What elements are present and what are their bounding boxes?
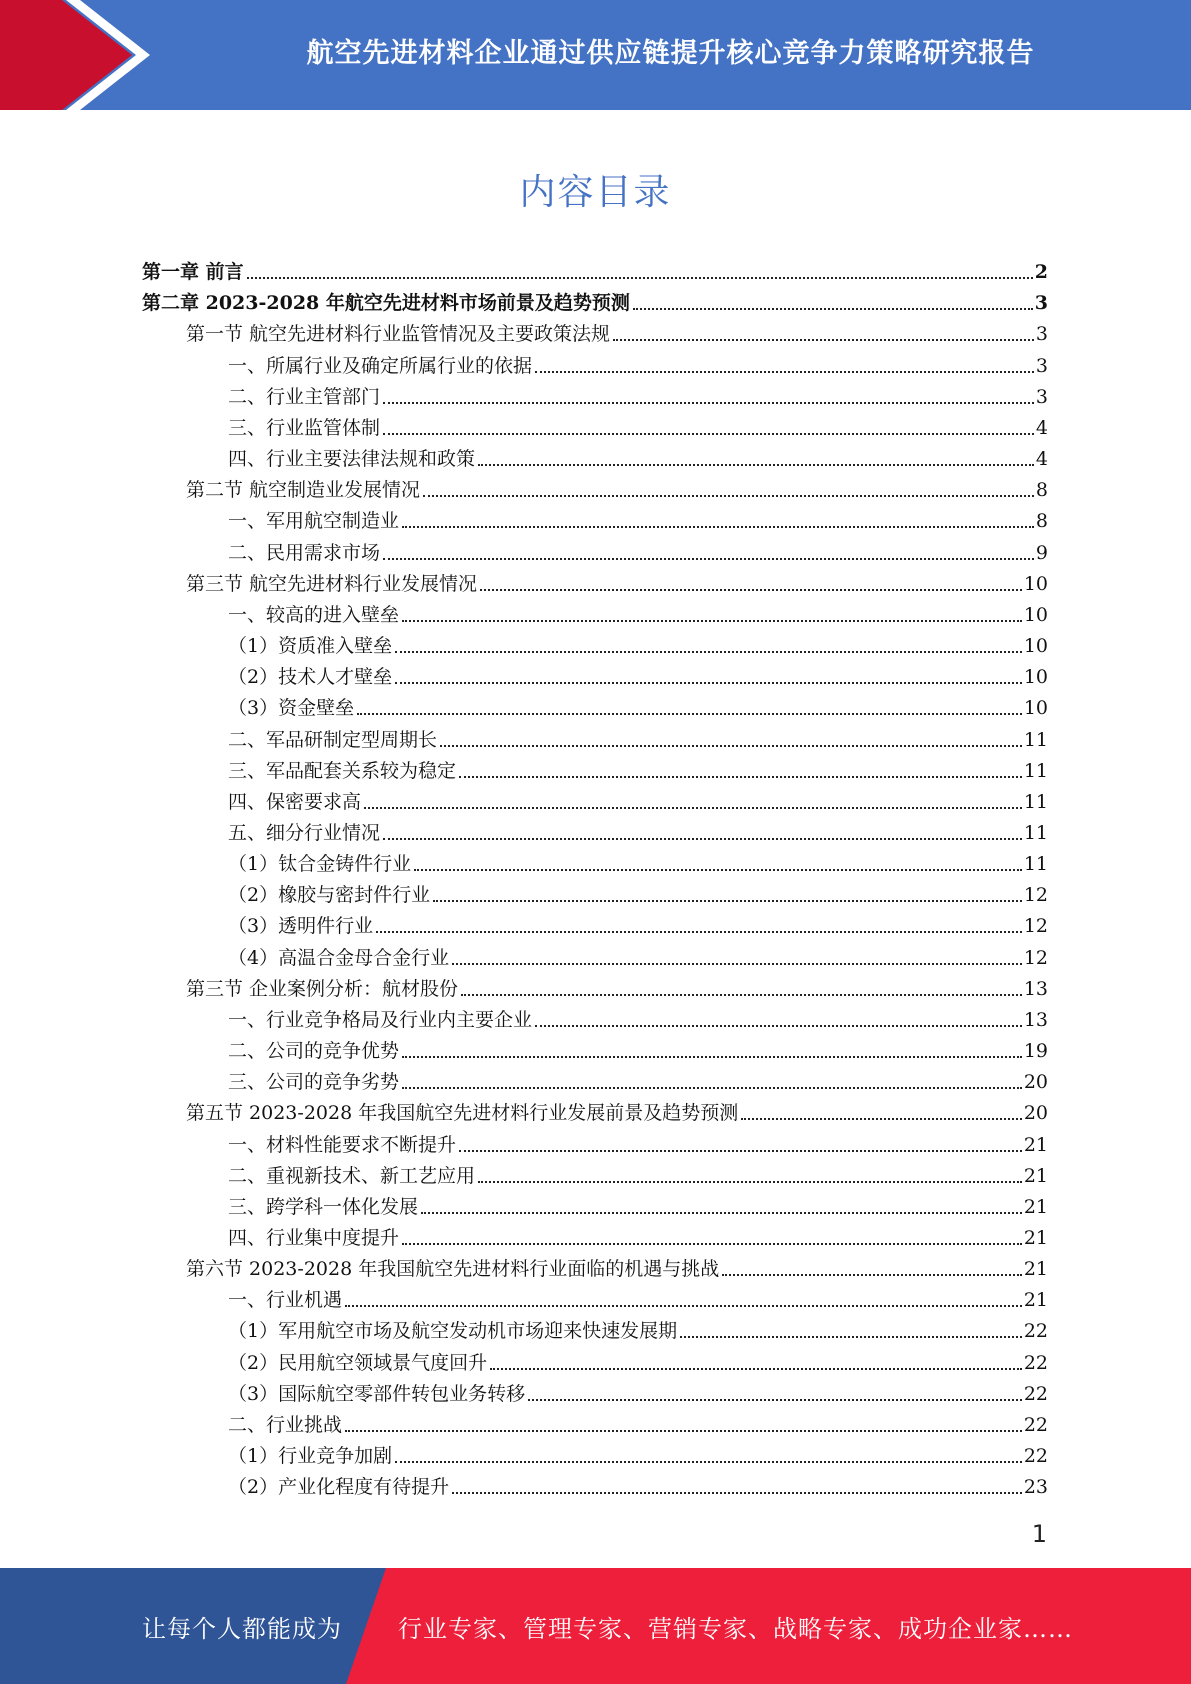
toc-entry-page: 11 [1023, 728, 1048, 751]
toc-dot-leader [440, 744, 1022, 747]
toc-entry-page: 2 [1034, 261, 1048, 284]
toc-entry-title: （3）国际航空零部件转包业务转移 [228, 1382, 526, 1405]
toc-entry[interactable] [142, 1250, 1048, 1281]
toc-entry-page: 12 [1023, 915, 1048, 938]
toc-entry-title: （1）军用航空市场及航空发动机市场迎来快速发展期 [228, 1320, 678, 1343]
toc-entry-page: 9 [1035, 541, 1048, 564]
toc-entry-title: 第六节 2023-2028 年我国航空先进材料行业面临的机遇与挑战 [186, 1258, 720, 1281]
toc-dot-leader [423, 494, 1034, 497]
toc-dot-leader [433, 899, 1022, 902]
toc-entry[interactable] [142, 783, 1048, 814]
toc-entry-title: 二、军品研制定型周期长 [228, 728, 438, 751]
toc-dot-leader [421, 1211, 1022, 1214]
toc-entry[interactable] [142, 1343, 1048, 1374]
toc-dot-leader [383, 837, 1022, 840]
toc-dot-leader [247, 276, 1033, 279]
toc-dot-leader [364, 806, 1022, 809]
toc-entry-page: 13 [1023, 1008, 1048, 1031]
toc-entry-page: 20 [1023, 1071, 1048, 1094]
toc-entry-page: 12 [1023, 884, 1048, 907]
toc-entry[interactable] [142, 689, 1048, 720]
toc-entry-title: 第二节 航空制造业发展情况 [186, 479, 421, 502]
toc-dot-leader [478, 1180, 1022, 1183]
toc-dot-leader [722, 1273, 1022, 1276]
footer-slogan-right: 行业专家、管理专家、营销专家、战略专家、成功企业家…… [398, 1614, 1073, 1643]
toc-entry[interactable] [142, 533, 1048, 564]
toc-entry[interactable] [142, 845, 1048, 876]
toc-entry-title: 四、保密要求高 [228, 790, 362, 813]
toc-dot-leader [357, 712, 1022, 715]
toc-entry-page: 19 [1023, 1040, 1048, 1063]
toc-entry[interactable] [142, 1281, 1048, 1312]
toc-entry-title: 第二章 2023-2028 年航空先进材料市场前景及趋势预测 [142, 292, 630, 315]
toc-dot-leader [490, 1367, 1022, 1370]
toc-dot-leader [452, 962, 1022, 965]
toc-dot-leader [402, 1086, 1022, 1089]
toc-dot-leader [395, 1460, 1022, 1463]
toc-entry-page: 21 [1023, 1133, 1048, 1156]
toc-entry[interactable] [142, 720, 1048, 751]
toc-entry-title: 一、较高的进入壁垒 [228, 603, 400, 626]
toc-dot-leader [402, 1055, 1022, 1058]
toc-entry-title: （2）产业化程度有待提升 [228, 1476, 450, 1499]
toc-entry[interactable] [142, 1312, 1048, 1343]
toc-entry-title: 一、材料性能要求不断提升 [228, 1133, 457, 1156]
toc-dot-leader [402, 1242, 1022, 1245]
toc-entry[interactable] [142, 1157, 1048, 1188]
toc-entry-title: 三、公司的竞争劣势 [228, 1071, 400, 1094]
toc-dot-leader [613, 338, 1034, 341]
toc-entry[interactable] [142, 1001, 1048, 1032]
toc-entry-title: 四、行业集中度提升 [228, 1227, 400, 1249]
header-arrow-decoration [0, 0, 150, 110]
toc-entry-page: 12 [1023, 946, 1048, 969]
toc-dot-leader [402, 619, 1022, 622]
toc-entry[interactable] [142, 627, 1048, 658]
toc-entry-title: 一、行业竞争格局及行业内主要企业 [228, 1008, 533, 1031]
toc-dot-leader [478, 463, 1034, 466]
toc-entry-page: 23 [1023, 1476, 1048, 1499]
toc-dot-leader [741, 1117, 1022, 1120]
toc-entry[interactable] [142, 284, 1048, 315]
toc-entry-page: 3 [1035, 323, 1048, 346]
toc-dot-leader [480, 588, 1022, 591]
toc-dot-leader [461, 993, 1022, 996]
toc-dot-leader [345, 1429, 1022, 1432]
toc-entry-page: 10 [1023, 666, 1048, 689]
toc-dot-leader [383, 432, 1034, 435]
toc-entry[interactable] [142, 1406, 1048, 1437]
toc-entry-page: 11 [1023, 759, 1048, 782]
toc-dot-leader [383, 557, 1034, 560]
toc-entry-title: （3）资金壁垒 [228, 697, 355, 720]
toc-entry-page: 3 [1034, 292, 1048, 315]
toc-entry-title: （2）橡胶与密封件行业 [228, 884, 431, 907]
toc-entry-title: （1）钛合金铸件行业 [228, 853, 412, 876]
toc-entry[interactable] [142, 970, 1048, 1001]
toc-entry-page: 4 [1035, 416, 1048, 439]
toc-entry-page: 22 [1023, 1320, 1048, 1343]
toc-entry-page: 21 [1023, 1258, 1048, 1281]
toc-entry[interactable] [142, 876, 1048, 907]
toc-entry-page: 13 [1023, 977, 1048, 1000]
toc-entry-title: 第五节 2023-2028 年我国航空先进材料行业发展前景及趋势预测 [186, 1102, 739, 1125]
toc-entry-title: 三、行业监管体制 [228, 416, 381, 439]
toc-entry-title: 二、重视新技术、新工艺应用 [228, 1164, 476, 1187]
toc-dot-leader [376, 930, 1022, 933]
toc-entry-page: 10 [1023, 697, 1048, 720]
toc-entry-page: 22 [1023, 1413, 1048, 1436]
toc-entry-page: 10 [1023, 572, 1048, 595]
toc-entry[interactable] [142, 752, 1048, 783]
toc-entry-page: 8 [1035, 510, 1048, 533]
toc-entry-page: 22 [1023, 1445, 1048, 1468]
toc-entry[interactable] [142, 1437, 1048, 1468]
toc-entry[interactable] [142, 658, 1048, 689]
toc-entry-title: 二、民用需求市场 [228, 541, 381, 564]
toc-entry-title: 二、行业挑战 [228, 1413, 343, 1436]
toc-entry-title: （3）透明件行业 [228, 915, 374, 938]
toc-entry-page: 8 [1035, 479, 1048, 502]
toc-entry[interactable] [142, 253, 1048, 284]
toc-entry[interactable] [142, 565, 1048, 596]
toc-entry-title: （1）行业竞争加剧 [228, 1445, 393, 1468]
toc-entry[interactable] [142, 1468, 1048, 1499]
toc-entry[interactable] [142, 1125, 1048, 1156]
toc-entry[interactable] [142, 315, 1048, 346]
toc-entry-title: 二、行业主管部门 [228, 385, 381, 408]
toc-entry-page: 3 [1035, 354, 1048, 377]
page-number: 1 [1031, 1520, 1047, 1548]
toc-dot-leader [402, 525, 1034, 528]
header-banner [0, 0, 1191, 110]
toc-entry[interactable] [142, 1063, 1048, 1094]
toc-entry-page: 21 [1023, 1195, 1048, 1218]
toc-entry-page: 22 [1023, 1351, 1048, 1374]
toc-entry-title: 五、细分行业情况 [228, 821, 381, 844]
toc-entry-title: 四、行业主要法律法规和政策 [228, 448, 476, 471]
toc-entry-title: 二、公司的竞争优势 [228, 1040, 400, 1063]
toc-entry-page: 11 [1023, 821, 1048, 844]
toc-entry-title: 三、跨学科一体化发展 [228, 1195, 419, 1218]
toc-entry-page: 10 [1023, 635, 1048, 658]
toc-entry-title: 一、所属行业及确定所属行业的依据 [228, 354, 533, 377]
toc-dot-leader [633, 307, 1033, 310]
toc-entry-page: 21 [1023, 1289, 1048, 1312]
toc-entry[interactable] [142, 1094, 1048, 1125]
toc-dot-leader [395, 650, 1022, 653]
toc-entry-page: 10 [1023, 603, 1048, 626]
toc-dot-leader [459, 775, 1022, 778]
toc-dot-leader [459, 1149, 1022, 1152]
toc-entry-page: 21 [1023, 1164, 1048, 1187]
toc-entry-title: （4）高温合金母合金行业 [228, 946, 450, 969]
toc-dot-leader [680, 1335, 1022, 1338]
toc-entry[interactable] [142, 346, 1048, 377]
toc-entry-title: 第三节 航空先进材料行业发展情况 [186, 572, 478, 595]
toc-dot-leader [345, 1304, 1022, 1307]
toc-dot-leader [535, 1024, 1022, 1027]
toc-entry-title: （2）民用航空领域景气度回升 [228, 1351, 488, 1374]
toc-entry-page: 22 [1023, 1382, 1048, 1405]
toc-entry-title: （1）资质准入壁垒 [228, 635, 393, 658]
toc-dot-leader [452, 1491, 1022, 1494]
toc-entry[interactable] [142, 596, 1048, 627]
toc-entry-title: （2）技术人才壁垒 [228, 666, 393, 689]
toc-dot-leader [395, 681, 1022, 684]
toc-entry[interactable] [142, 378, 1048, 409]
toc-entry-page: 3 [1035, 385, 1048, 408]
toc-entry[interactable] [142, 1032, 1048, 1063]
toc-entry-title: 一、行业机遇 [228, 1289, 343, 1312]
toc-dot-leader [528, 1398, 1022, 1401]
toc-entry-page: 11 [1023, 853, 1048, 876]
toc-entry[interactable] [142, 938, 1048, 969]
toc-heading: 内容目录 [519, 172, 672, 213]
toc-entry-title: 第一节 航空先进材料行业监管情况及主要政策法规 [186, 323, 611, 346]
toc-entry-title: 第三节 企业案例分析：航材股份 [186, 977, 459, 1000]
toc-entry-title: 第一章 前言 [142, 261, 244, 284]
toc-entry-title: 一、军用航空制造业 [228, 510, 400, 533]
toc-entry[interactable] [142, 502, 1048, 533]
toc-entry-page: 11 [1023, 790, 1048, 813]
footer-slogan-left: 让每个人都能成为 [142, 1614, 342, 1643]
toc-entry-title: 三、军品配套关系较为稳定 [228, 759, 457, 782]
toc-entry[interactable] [142, 907, 1048, 938]
toc-entry[interactable] [142, 1219, 1048, 1250]
toc-entry[interactable] [142, 1188, 1048, 1219]
toc-entry[interactable] [142, 471, 1048, 502]
toc-entry-page: 21 [1023, 1227, 1048, 1249]
toc-entry-page: 20 [1023, 1102, 1048, 1125]
toc-entry-page: 4 [1035, 448, 1048, 471]
toc-dot-leader [383, 401, 1034, 404]
footer-banner [0, 1568, 1191, 1684]
toc-entry[interactable] [142, 1375, 1048, 1406]
toc-entry[interactable] [142, 409, 1048, 440]
table-of-contents [142, 253, 1048, 1499]
toc-dot-leader [414, 868, 1022, 871]
report-title: 航空先进材料企业通过供应链提升核心竞争力策略研究报告 [306, 37, 1035, 69]
toc-entry[interactable] [142, 440, 1048, 471]
toc-entry[interactable] [142, 814, 1048, 845]
toc-dot-leader [535, 370, 1034, 373]
